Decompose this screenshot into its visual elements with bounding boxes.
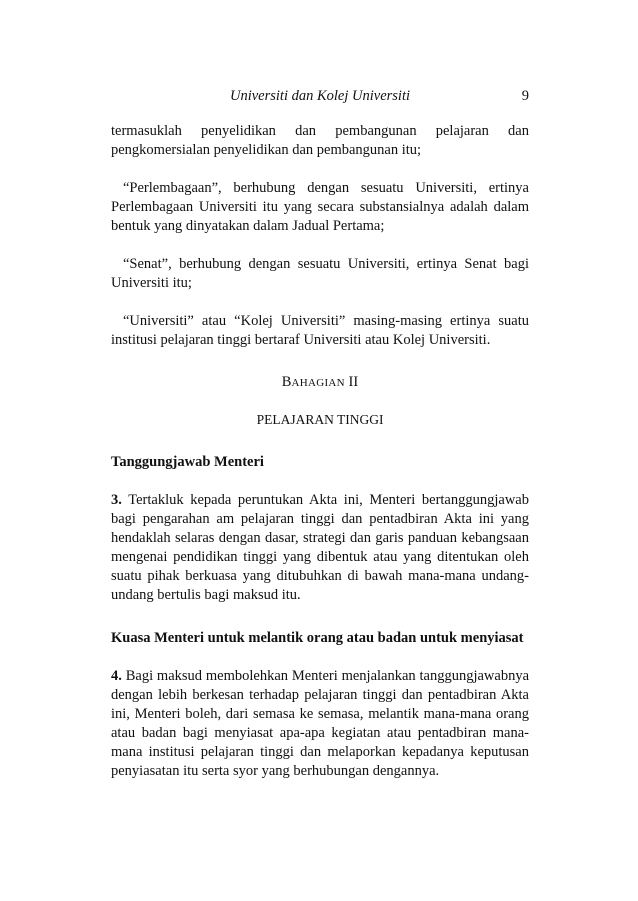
section-body	[111, 667, 529, 781]
definition-senat: “Senat”, berhubung dengan sesuatu Universiti, ertinya Senat bagi Universiti itu;	[111, 256, 529, 291]
running-title: Universiti dan Kolej Universiti	[229, 88, 411, 104]
part-label-rest: AHAGIAN	[291, 377, 345, 389]
section-heading: Tanggungjawab Menteri	[111, 454, 264, 470]
section-body	[111, 491, 529, 605]
part-label-initial: B	[281, 374, 292, 390]
section-number: 3.	[111, 492, 122, 508]
part-number: II	[348, 374, 359, 390]
definition-perlembagaan: “Perlembagaan”, berhubung dengan sesuatu Universiti, ertinya Perlembagaan Universiti itu yang secara substansialnya adalah dalam bentuk yang dinyatakan dalam Jadual Pertama;	[111, 180, 529, 234]
section-text: Bagi maksud membolehkan Menteri menjalankan tanggungjawabnya dengan lebih berkesan terhadap pelajaran tinggi dan pentadbiran Akta ini, Menteri boleh, dari semasa ke semasa, melantik mana-mana orang atau badan bagi menyiasat apa-apa kegiatan atau pentadbiran mana-mana institusi pelajaran tinggi dan melaporkan kepadanya keputusan penyiasatan itu serta syor yang berhubungan dengannya.	[111, 668, 530, 779]
section-number: 4.	[111, 668, 122, 684]
page-number: 9	[521, 88, 529, 104]
part-subtitle: PELAJARAN TINGGI	[256, 412, 384, 427]
part-title	[111, 373, 529, 393]
definition-universiti: “Universiti” atau “Kolej Universiti” masing-masing ertinya suatu institusi pelajaran tinggi bertaraf Universiti atau Kolej Universiti.	[111, 313, 529, 348]
section-heading: Kuasa Menteri untuk melantik orang atau badan untuk menyiasat	[111, 630, 524, 646]
section-text: Tertakluk kepada peruntukan Akta ini, Menteri bertanggungjawab bagi pengarahan am pelajaran tinggi dan pentadbiran Akta ini yang hendaklah selaras dengan dasar, strategi dan garis panduan kebangsaan mengenai pendidikan tinggi yang dibentuk atau yang ditentukan oleh suatu pihak berkuasa yang ditubuhkan di bawah mana-mana undang-undang bertulis bagi maksud itu.	[111, 492, 529, 603]
page-content	[111, 122, 529, 781]
running-header	[111, 86, 529, 106]
paragraph-continuation: termasuklah penyelidikan dan pembangunan pelajaran dan pengkomersialan penyelidikan dan pembangunan itu;	[111, 123, 529, 158]
